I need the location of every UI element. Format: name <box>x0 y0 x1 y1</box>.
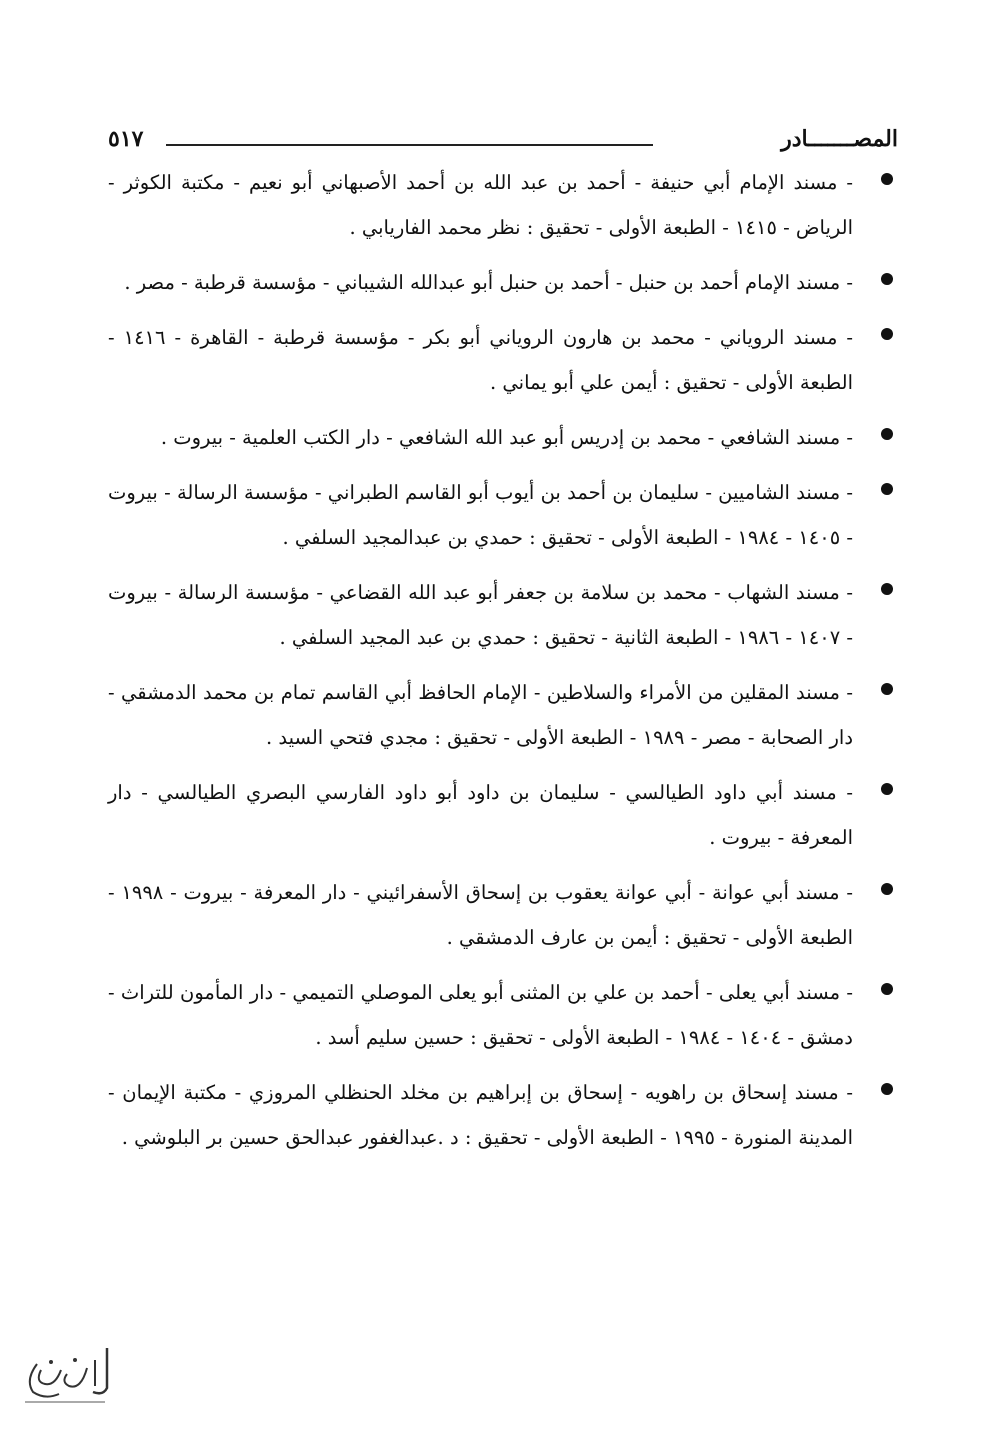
entry-text: - مسند إسحاق بن راهويه - إسحاق بن إبراهيم بن مخلد الحنظلي المروزي - مكتبة الإيمان - المدينة المنورة - ١٩٩٥ - الطبعة الأولى - تحقيق : د .عبدالغفور عبدالحق حسين بر البلوشي . <box>108 1081 853 1149</box>
bullet-icon <box>881 328 893 340</box>
entry-text: - مسند الإمام أحمد بن حنبل - أحمد بن حنبل أبو عبدالله الشيباني - مؤسسة قرطبة - مصر . <box>124 271 853 294</box>
entry-text: - مسند المقلين من الأمراء والسلاطين - الإمام الحافظ أبي القاسم تمام بن محمد الدمشقي - دار الصحابة - مصر - ١٩٨٩ - الطبعة الأولى - تحقيق : مجدي فتحي السيد . <box>108 681 853 749</box>
entry-text: - مسند الإمام أبي حنيفة - أحمد بن عبد الله بن أحمد الأصبهاني أبو نعيم - مكتبة الكوثر - الرياض - ١٤١٥ - الطبعة الأولى - تحقيق : نظر محمد الفاريابي . <box>108 171 853 239</box>
bibliography-entry <box>108 570 853 660</box>
bibliography-list <box>108 160 853 1170</box>
bibliography-entry <box>108 970 853 1060</box>
entry-text: - مسند الشاميين - سليمان بن أحمد بن أيوب أبو القاسم الطبراني - مؤسسة الرسالة - بيروت - ١٤٠٥ - ١٩٨٤ - الطبعة الأولى - تحقيق : حمدي بن عبدالمجيد السلفي . <box>108 481 853 549</box>
bibliography-entry <box>108 415 853 460</box>
bullet-icon <box>881 683 893 695</box>
bibliography-entry <box>108 870 853 960</box>
bullet-icon <box>881 1083 893 1095</box>
bibliography-entry <box>108 470 853 560</box>
entry-text: - مسند أبي عوانة - أبي عوانة يعقوب بن إسحاق الأسفرائيني - دار المعرفة - بيروت - ١٩٩٨ - الطبعة الأولى - تحقيق : أيمن بن عارف الدمشقي . <box>108 881 853 949</box>
bullet-icon <box>881 983 893 995</box>
logo-icon <box>15 1340 115 1410</box>
bullet-icon <box>881 783 893 795</box>
bullet-icon <box>881 428 893 440</box>
page-number: ٥١٧ <box>108 126 144 152</box>
bibliography-entry <box>108 260 853 305</box>
entry-text: - مسند أبي داود الطيالسي - سليمان بن داود أبو داود الفارسي البصري الطيالسي - دار المعرفة - بيروت . <box>108 781 853 849</box>
bullet-icon <box>881 583 893 595</box>
bullet-icon <box>881 273 893 285</box>
page-header <box>108 118 898 158</box>
bibliography-entry <box>108 670 853 760</box>
bibliography-entry <box>108 1070 853 1160</box>
entry-text: - مسند الشهاب - محمد بن سلامة بن جعفر أبو عبد الله القضاعي - مؤسسة الرسالة - بيروت - ١٤٠٧ - ١٩٨٦ - الطبعة الثانية - تحقيق : حمدي بن عبد المجيد السلفي . <box>108 581 853 649</box>
entry-text: - مسند الشافعي - محمد بن إدريس أبو عبد الله الشافعي - دار الكتب العلمية - بيروت . <box>160 426 853 449</box>
entry-text: - مسند أبي يعلى - أحمد بن علي بن المثنى أبو يعلى الموصلي التميمي - دار المأمون للتراث - دمشق - ١٤٠٤ - ١٩٨٤ - الطبعة الأولى - تحقيق : حسين سليم أسد . <box>108 981 853 1049</box>
page-title: المصـــــــادر <box>781 126 898 152</box>
bullet-icon <box>881 883 893 895</box>
bullet-icon <box>881 173 893 185</box>
bibliography-entry <box>108 770 853 860</box>
bibliography-entry <box>108 315 853 405</box>
calligraphy-logo <box>15 1340 115 1410</box>
bibliography-entry <box>108 160 853 250</box>
entry-text: - مسند الروياني - محمد بن هارون الروياني أبو بكر - مؤسسة قرطبة - القاهرة - ١٤١٦ - الطبعة الأولى - تحقيق : أيمن علي أبو يماني . <box>108 326 853 394</box>
bullet-icon <box>881 483 893 495</box>
header-rule <box>166 144 653 146</box>
